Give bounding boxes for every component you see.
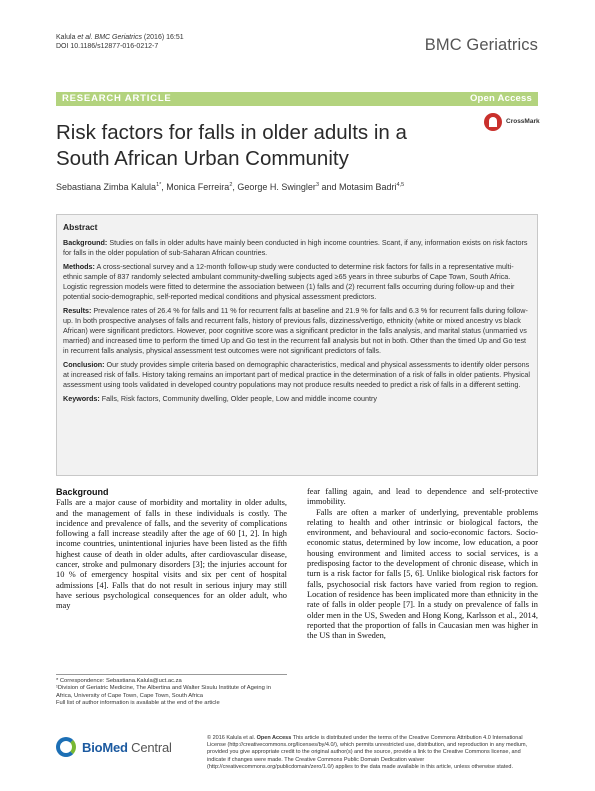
doi-link[interactable]: DOI 10.1186/s12877-016-0212-7 (56, 43, 159, 50)
author-name: Monica Ferreira (166, 182, 230, 192)
abstract-conclusion: Conclusion: Our study provides simple criteria based on demographic characteristics, medical and physical assessments to identify older persons at increased risk of falls. History taking remains an important part of medical practice in the determination of a risk of falls in older patients. Physical assessment using tools validated in developed country populations may not produce results needed to predict a risk of falls in a different setting. (63, 360, 530, 389)
article-citation (56, 33, 184, 51)
author-info-note: Full list of author information is available at the end of the article (56, 700, 220, 707)
body-column-left (56, 487, 287, 612)
section-heading-background: Background (56, 487, 109, 497)
biomed-central-logo: BioMed Central (56, 735, 206, 761)
abstract-background: Background: Studies on falls in older adults have mainly been conducted in high income countries. Scant, if any, information exists on risk factors for falls in the older population of sub-Saharan African countries. (63, 238, 528, 257)
abstract-box (56, 214, 538, 476)
open-access-label: Open Access (469, 93, 532, 104)
body-paragraph: Falls are often a marker of underlying, preventable problems relating to health and other intrinsic or biological factors, the environment, and behavioural and socio-economic factors. Socio-economic status, determined by low income, low education, a poor housing environment and limited access to social services, is a predisposing factor to the development of chronic disease, which in turn is a risk factor for falls [5, 6]. Unlike biological risk factors for falls, psychosocial risk factors have varied from region to region. Location of residence has been implicated more than ethnicity in the rate of falls in older people [7]. In a study on prevalence of falls in older men in the US, Sweden and Hong Kong, Karlsson et al., 2014, reported that the proportion of falls in Caucasian men was higher in the US than in Sweden, (307, 507, 538, 641)
author-affiliation-mark: 3 (315, 182, 319, 188)
correspondence-email[interactable]: * Correspondence: Sebastiana.Kalula@uct.ac.za (56, 678, 182, 684)
footnotes (56, 674, 287, 708)
abstract-results: Results: Prevalence rates of 26.4 % for falls and 11 % for recurrent falls at baseline and 21.9 % for falls and 6.3 % for recurrent falls during follow-up. In both prospective analyses of falls and recurrent falls, history of previous falls, dizziness/vertigo, ethnicity (white or mixed ancestry vs black African) were significant predictors. However, poor cognitive score was a significant predictor in the falls analysis, and marital status (unmarried vs married) and increased time to perform the timed Up and Go test in the recurrent fall analysis but not in both. Other than the timed Up and Go test in recurrent falls analysis, physical assessment test outcomes were not significant predictors of falls. (63, 306, 528, 355)
body-paragraph: fear falling again, and lead to dependence and self-protective immobility. (307, 487, 538, 507)
author-affiliation-mark: 2 (229, 182, 233, 188)
article-type-banner (56, 92, 538, 106)
journal-name: BMC Geriatrics (424, 36, 538, 54)
author-name: Sebastiana Zimba Kalula (56, 182, 157, 192)
article-title: Risk factors for falls in older adults in a South African Urban Community (56, 121, 407, 170)
crossmark-label: CrossMark (506, 118, 540, 125)
citation-year: (2016) 16:51 (141, 34, 184, 41)
crossmark-button[interactable] (484, 112, 544, 136)
citation-authors: Kalula (56, 34, 78, 41)
license-notice: © 2016 Kalula et al. Open Access This article is distributed under the terms of the Creative Commons Attribution 4.0 International License (http://creativecommons.org/licenses/by/4.0/), which permits unrestricted use, distribution, and reproduction in any medium, provided you give appropriate credit to the original author(s) and the source, provide a link to the Creative Commons license, and indicate if changes were made. The Creative Commons Public Domain Dedication waiver (http://creativecommons.org/publicdomain/zero/1.0/) applies to the data made available in this article, unless otherwise stated. (207, 735, 528, 770)
affiliation-note: ¹Division of Geriatric Medicine, The Albertina and Walter Sisulu Institute of Ageing in Africa, University of Cape Town, Cape Town, South Africa (56, 685, 271, 699)
crossmark-icon (484, 113, 502, 131)
abstract-keywords: Keywords: Falls, Risk factors, Community dwelling, Older people, Low and middle income country (63, 394, 377, 403)
author-name: George H. Swingler (237, 182, 316, 192)
abstract-heading: Abstract (63, 222, 98, 232)
biomed-central-logo-icon (56, 737, 76, 757)
body-paragraph: Falls are a major cause of morbidity and mortality in older adults, and the management of falls in these individuals is costly. The incidence and prevalence of falls, and the severity of complications following a fall increase steadily after the age of 60 [1, 2]. In high income countries, unintentional injuries have been listed as the fifth highest cause of death in older adults, after cardiovascular disease, cancer, stroke and pulmonary disorders [3]; the injuries account for 10 % of emergency hospital visits and six per cent of hospital admissions [4]. Falls that do not result in serious injury may still have serious psychological consequences for an older adult, who may (56, 498, 287, 611)
article-type-label: RESEARCH ARTICLE (62, 93, 172, 104)
citation-journal: et al. BMC Geriatrics (77, 34, 142, 41)
author-name: Motasim Badri (339, 182, 397, 192)
author-affiliation-mark: 4,5 (396, 182, 405, 188)
author-affiliation-mark: 1* (156, 182, 162, 188)
body-column-right (307, 487, 538, 641)
author-list: Sebastiana Zimba Kalula$^{1*}$, Monica Ferreira$^2$, George H. Swingler$^3$ and Motasim Badri$^{4,5}$ (56, 182, 405, 192)
abstract-methods: Methods: A cross-sectional survey and a 12-month follow-up study were conducted to determine risk factors for falls in a representative multi-ethnic sample of 837 randomly selected ambulant community-dwelling subjects aged ≥65 years in three suburbs of Cape Town, South Africa. Logistic regression models were fitted to determine the association between (1) falls and (2) recurrent falls occurring during follow-up and their potential socio-demographic, self-reported medical conditions and physical assessment predictors. (63, 262, 515, 301)
